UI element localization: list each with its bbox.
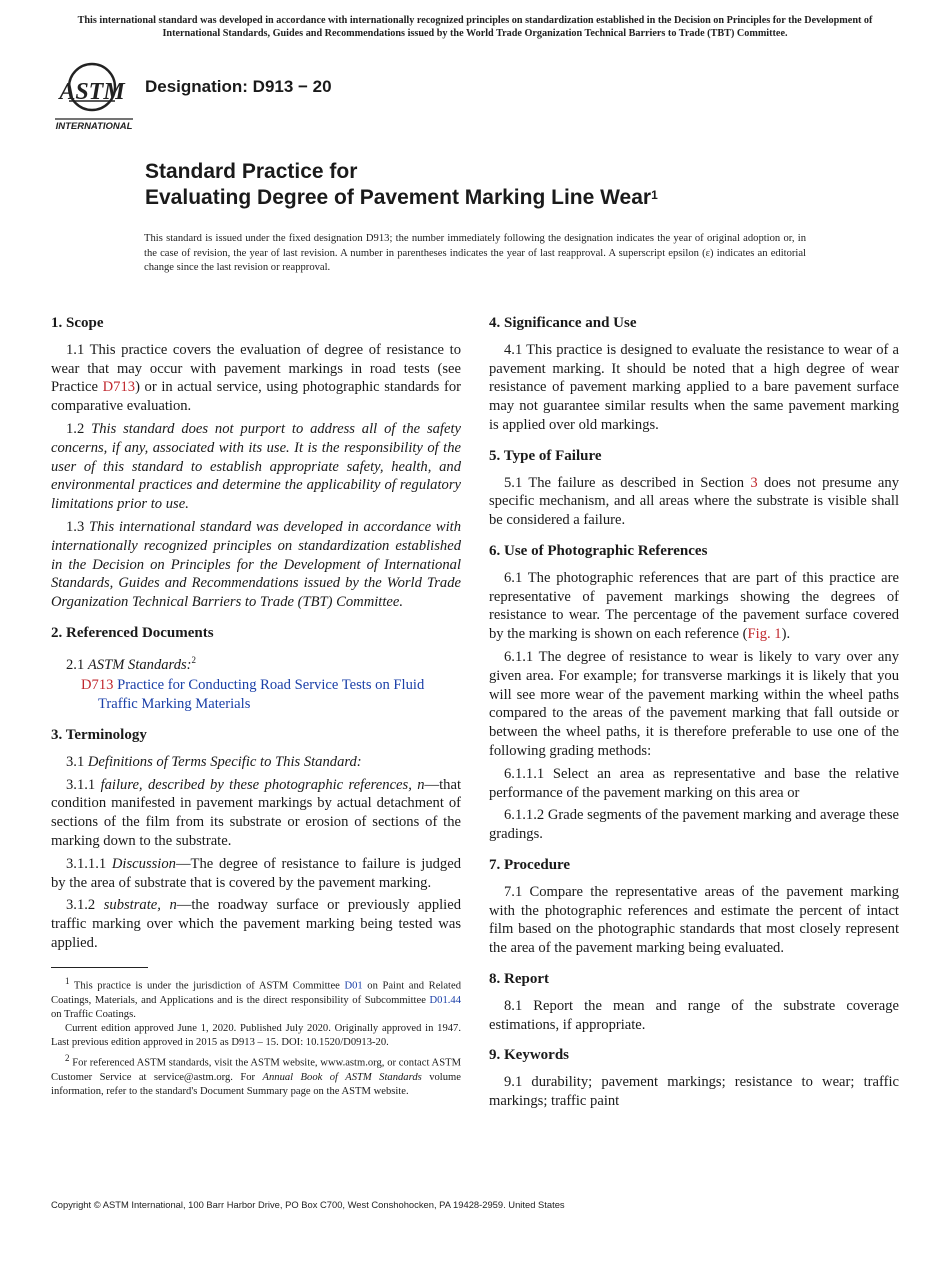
paragraph-3-1-1-1: 3.1.1.1 Discussion—The degree of resistance to failure is judged by the area of substrate that is covered by the pavement marking.	[51, 855, 461, 891]
paragraph-6-1-1-1: 6.1.1.1 Select an area as representative and base the relative performance of the pavement marking on this area or	[489, 765, 899, 801]
section-heading-failure: 5. Type of Failure	[489, 447, 602, 464]
section-heading-photographic: 6. Use of Photographic References	[489, 542, 708, 559]
link-section-3[interactable]: 3	[750, 474, 758, 491]
paragraph-3-1: 3.1 Definitions of Terms Specific to This Standard:	[66, 753, 362, 770]
paragraph-4-1: 4.1 This practice is designed to evaluate the resistance to wear of a pavement marking. It should be noted that a high degree of wear resistance of pavement marking applied to a bare pavement surface may not guarantee similar results when the same pavement marking is applied over old markings.	[489, 341, 899, 433]
paragraph-9-1: 9.1 durability; pavement markings; resistance to wear; traffic markings; traffic paint	[489, 1074, 899, 1109]
paragraph-7-1: 7.1 Compare the representative areas of the pavement marking with the photographic references and estimate the percent of intact film based on the photographic standards that most closely represent the area of the pavement marking being evaluated.	[489, 883, 899, 957]
logo-wordmark: INTERNATIONAL	[55, 121, 133, 132]
right-column	[489, 314, 899, 1115]
section-heading-scope: 1. Scope	[51, 315, 104, 331]
reference-d713	[66, 676, 461, 714]
paragraph-3-1-1: 3.1.1 failure, described by these photographic references, n—that condition manifested in pavement markings by actual detachment of sections of the film from its substrate or erosion of sections of the marking down to the substrate.	[51, 776, 462, 849]
title-line-2: Evaluating Degree of Pavement Marking Line Wear$^1$	[145, 186, 658, 209]
section-heading-significance: 4. Significance and Use	[489, 315, 637, 331]
link-d01-44[interactable]: D01.44	[429, 994, 461, 1006]
logo-letters: ASTM	[59, 79, 125, 105]
footnote-edition: Current edition approved June 1, 2020. Published July 2020. Originally approved in 1947. Last previous edition approved in 2015 as D913 – 15. DOI: 10.1520/D0913-20.	[51, 1023, 461, 1049]
copyright-footer: Copyright © ASTM International, 100 Barr Harbor Drive, PO Box C700, West Conshohocken, PA 19428-2959. United States	[51, 1199, 565, 1210]
footnote-rule	[51, 967, 148, 968]
paragraph-6-1-1: 6.1.1 The degree of resistance to wear is likely to vary over any given area. For example; for transverse markings it is likely that you will see more wear of the pavement marking within the wheel paths compared to the areas of the pavement marking that fall outside or between the wheel paths, it is therefore preferable to use one of the following grading methods:	[489, 648, 899, 759]
issue-note: This standard is issued under the fixed designation D913; the number immediately following the designation indicates the year of original adoption or, in the case of revision, the year of last revision. A number in parentheses indicates the year of last reapproval. A superscript epsilon (ε) indicates an editorial change since the last revision or reapproval.	[144, 233, 806, 273]
reference-code-link[interactable]: D713	[81, 677, 114, 694]
document-title	[145, 159, 658, 211]
section-heading-procedure: 7. Procedure	[489, 856, 571, 873]
paragraph-6-1-1-2: 6.1.1.2 Grade segments of the pavement marking and average these gradings.	[489, 807, 899, 843]
paragraph-6-1: 6.1 The photographic references that are part of this practice are representative of pavement markings showing the degrees of resistance to wear. The percentage of the pavement surface covered by the marking is shown on each reference (Fig. 1).	[489, 569, 899, 643]
paragraph-1-1: 1.1 This practice covers the evaluation of degree of resistance to wear that may occur with pavement markings in road tests (see Practice D713) or in actual service, using photographic standards for comparative evaluation.	[51, 341, 461, 415]
paragraph-1-2: 1.2 This standard does not purport to address all of the safety concerns, if any, associated with its use. It is the responsibility of the user of this standard to establish appropriate safety, health, and environmental practices and determine the applicability of regulatory limitations prior to use.	[51, 420, 461, 513]
designation: Designation: D913 − 20	[145, 77, 332, 96]
footnote-2: $^2$ For referenced ASTM standards, visit the ASTM website, www.astm.org, or contact ASTM Customer Service at service@astm.org. For Annual Book of ASTM Standards volume information, refer to the standard's Document Summary page on the ASTM website.	[51, 1052, 461, 1097]
section-heading-report: 8. Report	[489, 970, 549, 987]
paragraph-2-1: 2.1 ASTM Standards:$^2$	[66, 654, 197, 673]
paragraph-3-1-2: 3.1.2 substrate, n—the roadway surface or previously applied traffic marking over which the pavement marking being tested was applied.	[51, 897, 461, 951]
link-d713[interactable]: D713	[102, 379, 136, 396]
left-column	[51, 314, 461, 1099]
title-footnote-marker: 1	[651, 188, 658, 202]
paragraph-5-1: 5.1 The failure as described in Section 3 does not presume any specific mechanism, and all areas where the substrate is visible shall be considered a failure.	[489, 474, 899, 529]
footnote-1: $^1$ This practice is under the jurisdiction of ASTM Committee D01 on Paint and Related Coatings, Materials, and Applications and is the direct responsibility of Subcommittee D01.44 on Traffic Coatings.	[51, 975, 462, 1020]
astm-logo	[53, 57, 135, 133]
section-heading-terminology: 3. Terminology	[51, 727, 147, 743]
top-notice: This international standard was developed in accordance with internationally recognized principles on standardization established in the Decision on Principles for the Development of International Standards, Guides and Recommendations issued by the World Trade Organization Technical Barriers to Trade (TBT) Committee.	[77, 15, 873, 39]
title-line-1: Standard Practice for	[145, 160, 358, 183]
link-fig-1[interactable]: Fig. 1	[747, 626, 782, 643]
section-heading-referenced: 2. Referenced Documents	[51, 624, 214, 641]
reference-title-link[interactable]: Practice for Conducting Road Service Tests on Fluid Traffic Marking Materials	[98, 677, 425, 713]
paragraph-8-1: 8.1 Report the mean and range of the substrate coverage estimations, if appropriate.	[489, 997, 899, 1033]
link-d01[interactable]: D01	[344, 980, 363, 992]
section-heading-keywords: 9. Keywords	[489, 1047, 569, 1064]
paragraph-1-3: 1.3 This international standard was developed in accordance with internationally recognized principles on standardization established in the Decision on Principles for the Development of International Standards, Guides and Recommendations issued by the World Trade Organization Technical Barriers to Trade (TBT) Committee.	[51, 518, 462, 611]
